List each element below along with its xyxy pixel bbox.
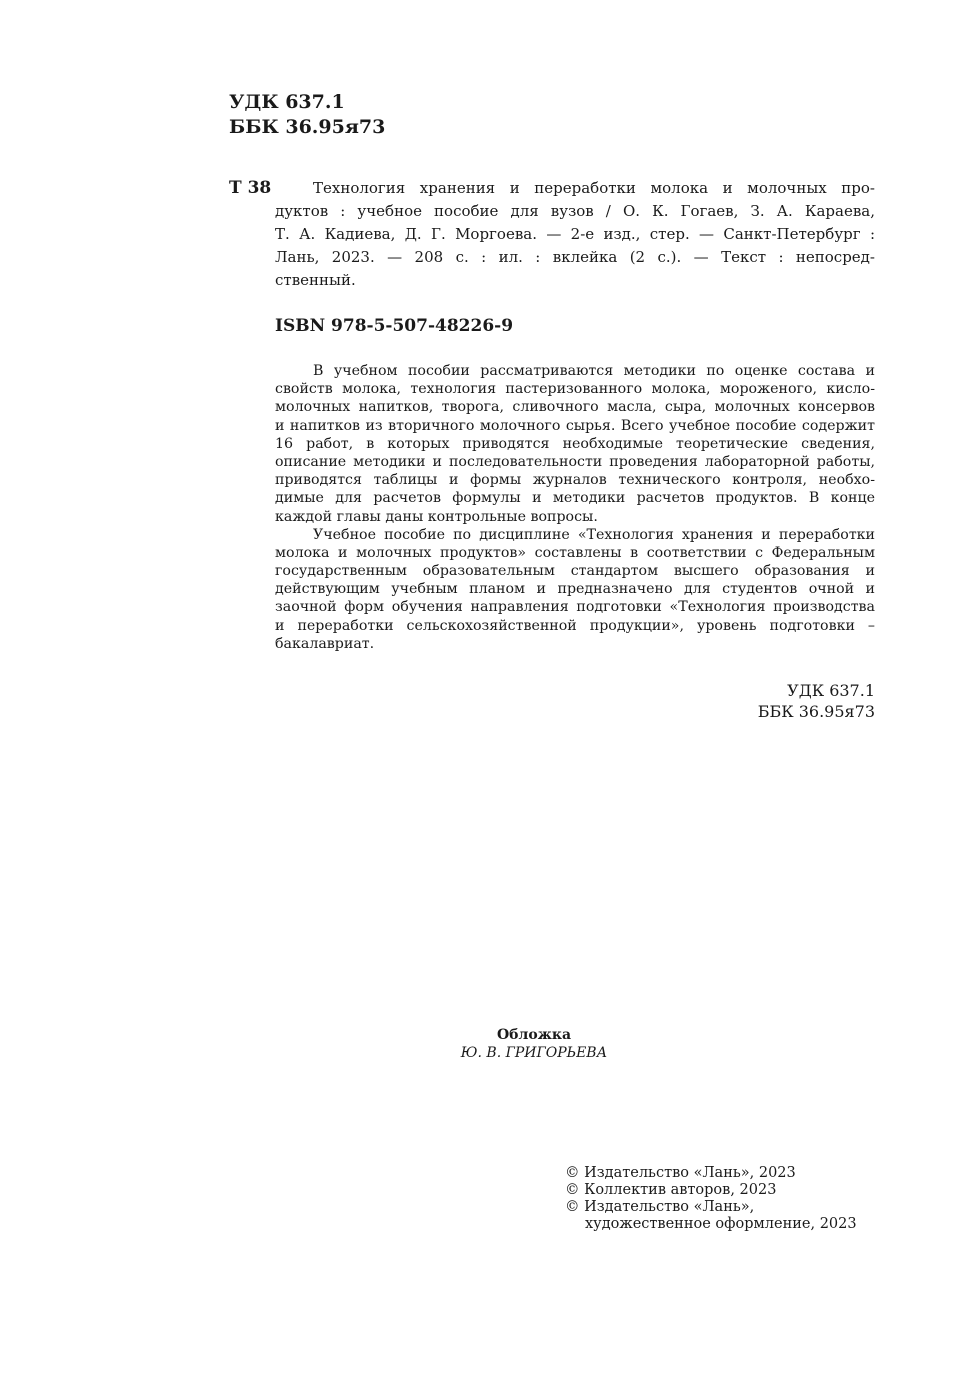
cover-label: Обложка (496, 1027, 572, 1043)
cover-artist: Ю. В. ГРИГОРЬЕВА (460, 1045, 608, 1061)
classification-codes-top (229, 90, 385, 140)
abstract-line: описание методики и последовательности проведения лабораторной работы, (275, 453, 875, 470)
abstract-line: бакалавриат. (275, 635, 375, 652)
abstract-line: В учебном пособии рассматриваются методики по оценке состава и (313, 363, 875, 379)
udk-code: УДК 637.1 (787, 681, 875, 700)
record-line: Лань, 2023. — 208 с. : ил. : вклейка (2 с.). — Текст : непосред- (275, 248, 875, 266)
bibliographic-record (275, 177, 875, 292)
abstract-line: приводятся таблицы и формы журналов технического контроля, необхо- (275, 472, 875, 489)
abstract-line: димые для расчетов формулы и методики расчетов продуктов. В конце (275, 490, 875, 507)
abstract-line: молочных напитков, творога, сливочного масла, сыра, молочных консервов (275, 399, 875, 416)
cover-credit (0, 1026, 975, 1062)
abstract-line: молока и молочных продуктов» составлены в соответствии с Федеральным (275, 544, 875, 561)
abstract-line: 16 работ, в которых приводятся необходимые теоретические сведения, (275, 435, 875, 452)
abstract-line: и переработки сельскохозяйственной продукции», уровень подготовки – (275, 617, 875, 634)
copyright-line: © Коллектив авторов, 2023 (565, 1182, 777, 1198)
copyright-line: © Издательство «Лань», 2023 (565, 1165, 796, 1181)
copyright-line: художественное оформление, 2023 (585, 1216, 857, 1232)
record-line: Технология хранения и переработки молока и молочных про- (313, 179, 875, 197)
classification-codes-bottom (758, 680, 875, 722)
abstract-line: действующим учебным планом и предназначено для студентов очной и (275, 581, 875, 598)
record-line: дуктов : учебное пособие для вузов / О. К. Гогаев, З. А. Караева, (275, 202, 875, 220)
abstract-line: Учебное пособие по дисциплине «Технология хранения и переработки (313, 526, 875, 543)
record-line: Т. А. Кадиева, Д. Г. Моргоева. — 2-е изд., стер. — Санкт-Петербург : (275, 225, 875, 243)
author-mark: Т 38 (229, 178, 272, 198)
abstract (275, 362, 875, 653)
record-line: ственный. (275, 271, 356, 289)
abstract-line: и напитков из вторичного молочного сырья. Всего учебное пособие содержит (275, 417, 875, 434)
isbn: ISBN 978-5-507-48226-9 (275, 316, 514, 336)
copyright-line: © Издательство «Лань», (565, 1199, 755, 1215)
abstract-line: каждой главы даны контрольные вопросы. (275, 508, 598, 525)
abstract-line: государственным образовательным стандартом высшего образования и (275, 563, 875, 580)
abstract-line: заочной форм обучения направления подготовки «Технология производства (275, 599, 875, 616)
abstract-line: свойств молока, технология пастеризованного молока, мороженого, кисло- (275, 381, 875, 398)
bbk-code: ББК 36.95я73 (757, 702, 875, 721)
udk-code: УДК 637.1 (229, 91, 345, 113)
copyright-block (565, 1165, 857, 1233)
bbk-code: ББК 36.95я73 (229, 116, 386, 138)
